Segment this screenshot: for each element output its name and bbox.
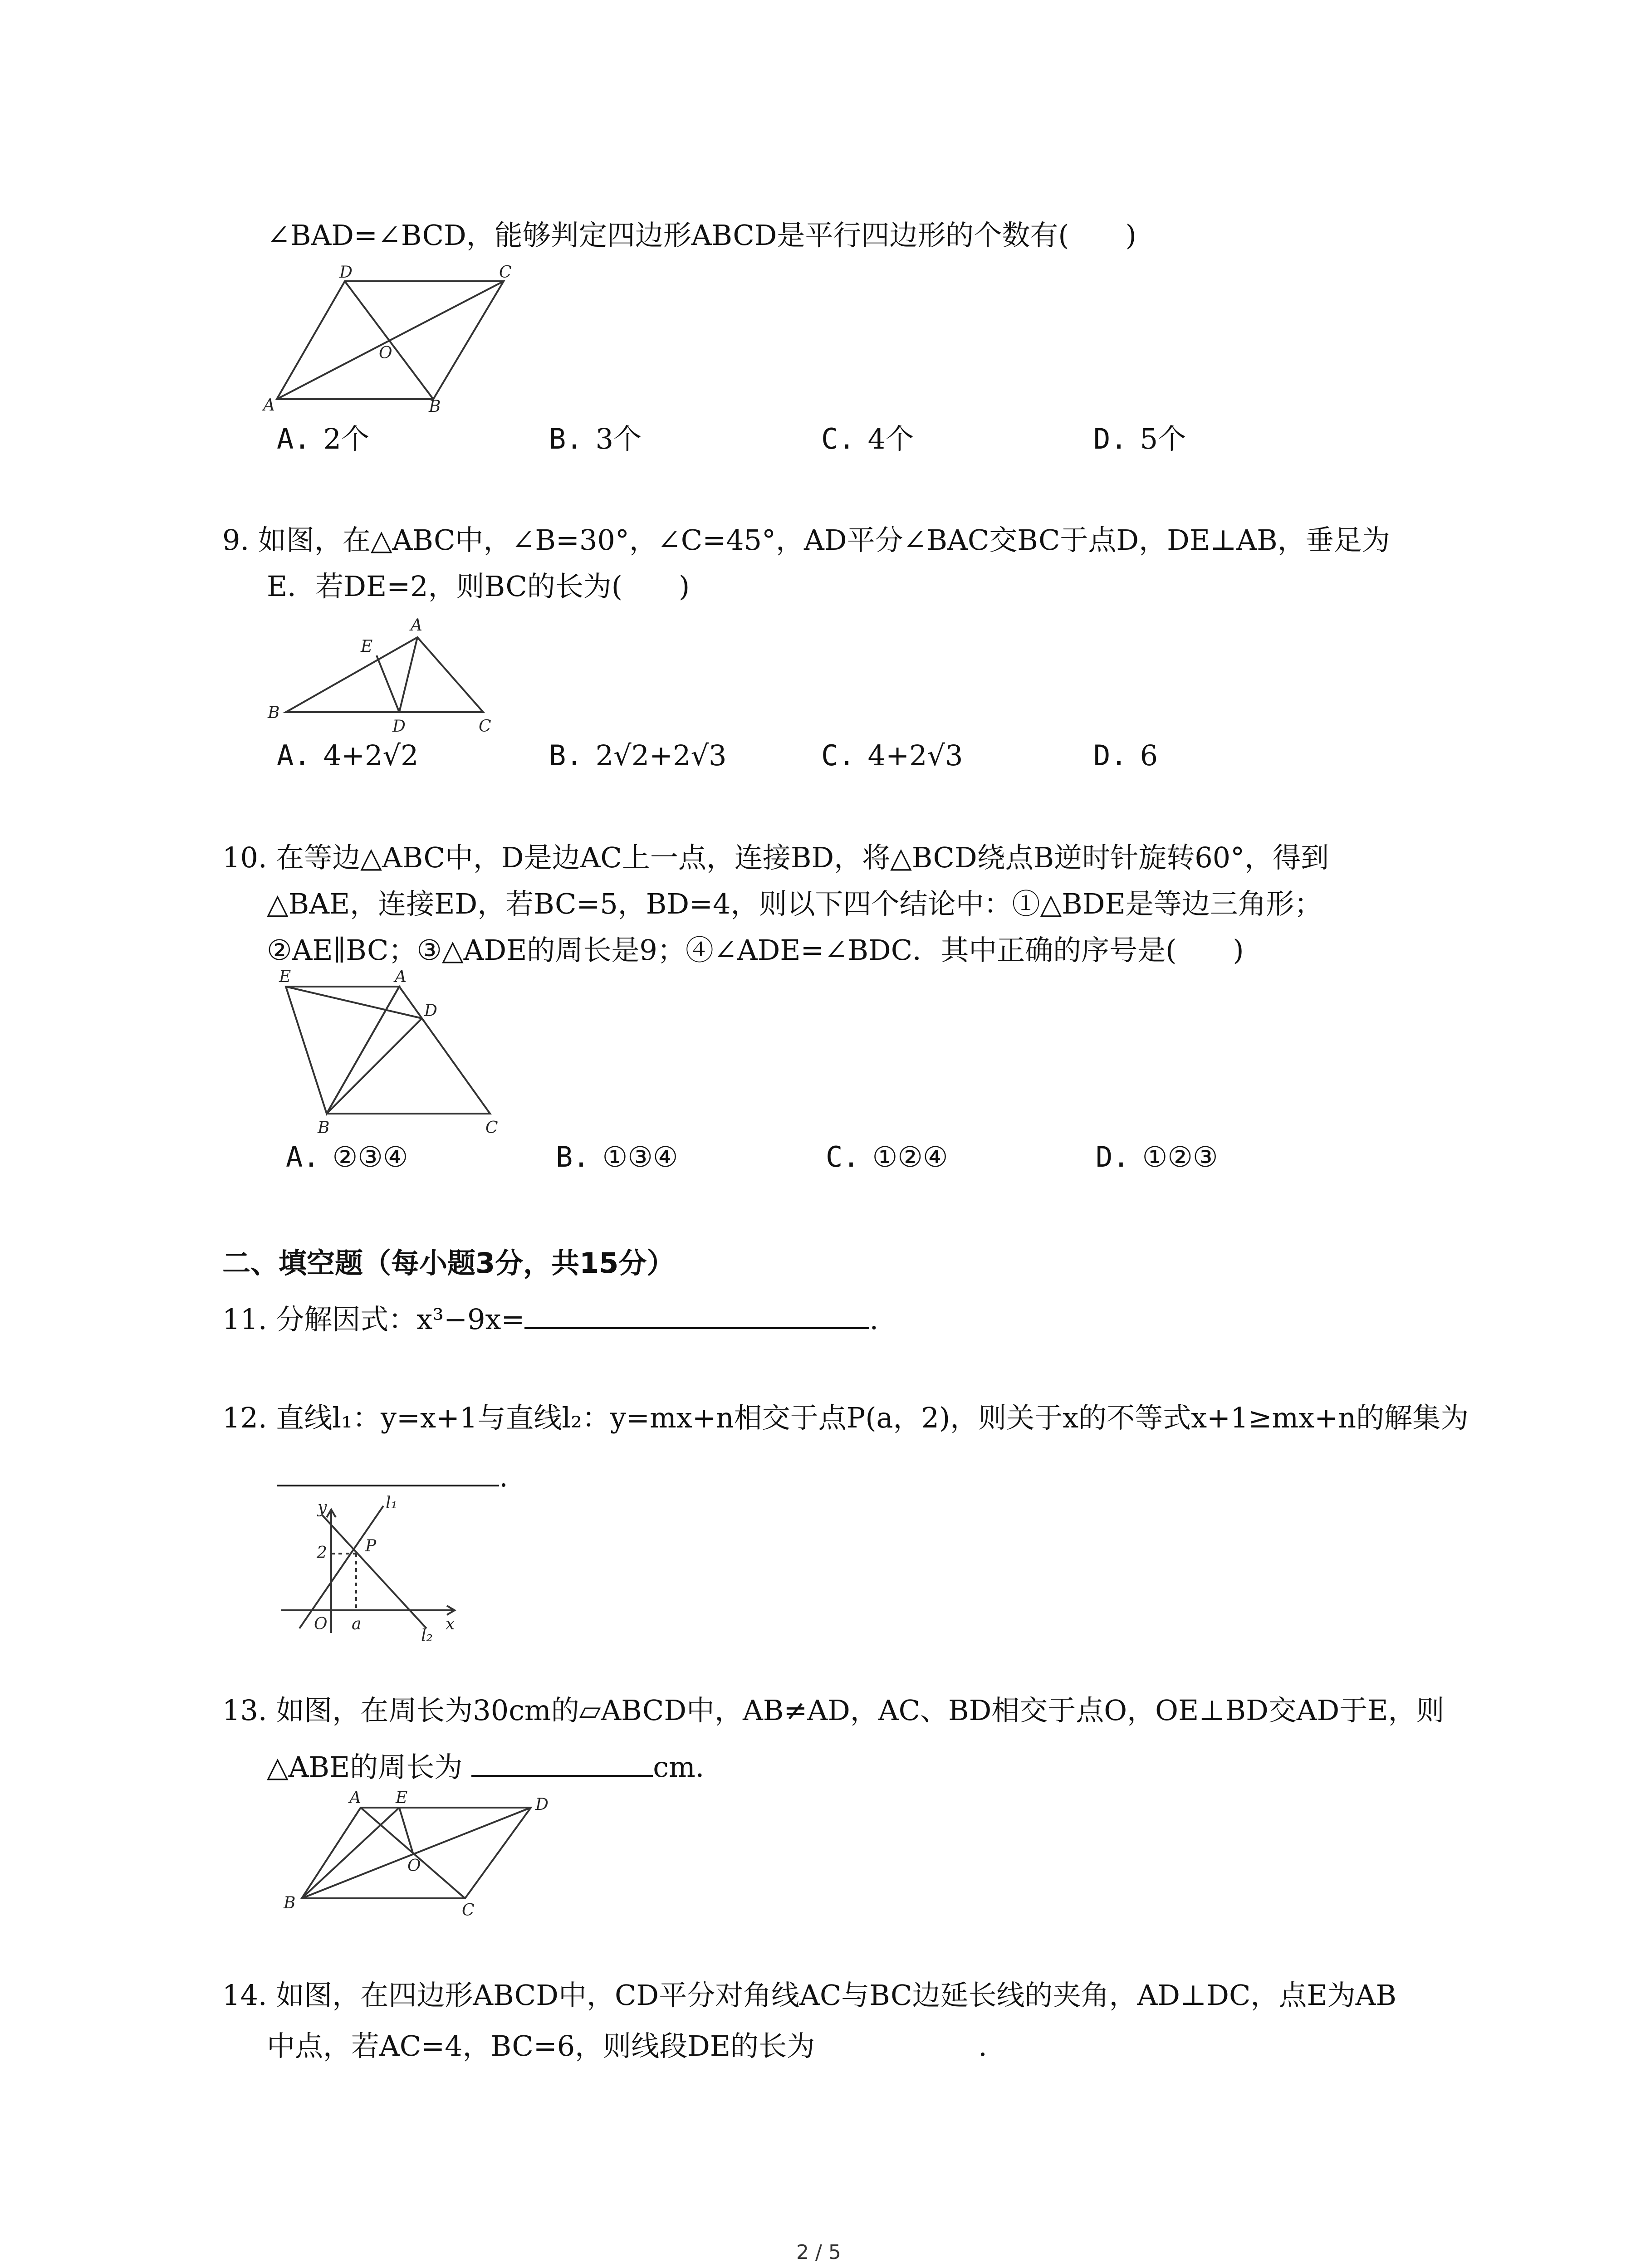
q13-diagonal-bd: [302, 1808, 531, 1898]
q8-text: ∠BAD=∠BCD，能够判定四边形ABCD是平行四边形的个数有( ): [267, 219, 1136, 252]
q8-option-b[interactable]: B. 3个: [549, 422, 642, 455]
q9-line-2: E．若DE=2，则BC的长为( ): [267, 570, 690, 603]
q9-option-a[interactable]: A. 4+2√2: [277, 739, 419, 772]
q10-label-e: E: [279, 968, 291, 986]
q9-option-d[interactable]: D. 6: [1093, 739, 1158, 772]
q9-line-1: 9. 如图，在△ABC中，∠B=30°，∠C=45°，AD平分∠BAC交BC于点D，DE⊥AB，垂足为: [222, 523, 1390, 557]
q10-label-a: A: [395, 968, 407, 986]
q9-label-b: B: [268, 704, 280, 722]
q10-triangle-bae: [286, 987, 399, 1114]
q13-line-2: △ABE的周长为 cm．: [267, 1749, 724, 1781]
q10-triangle-abc: [327, 987, 490, 1114]
q9-segment-de: [377, 655, 399, 712]
q12-label-a: a: [352, 1615, 362, 1633]
q9-segment-ad: [399, 637, 417, 712]
q12-label-y: y: [318, 1498, 327, 1517]
q10-option-d[interactable]: D. ①②③: [1096, 1140, 1218, 1173]
page-number: 2 / 5: [796, 2241, 841, 2264]
q13-label-b: B: [284, 1894, 296, 1912]
q12-label-l1: l₁: [386, 1494, 397, 1512]
q10-option-a[interactable]: A. ②③④: [286, 1140, 408, 1173]
q11-answer-blank[interactable]: [524, 1301, 869, 1329]
q12-label-x: x: [446, 1615, 455, 1633]
q8-option-a[interactable]: A. 2个: [277, 422, 370, 455]
q10-figure: [277, 968, 508, 1143]
q8-diagonal-bd: [345, 281, 433, 399]
q12-label-p: P: [365, 1537, 377, 1555]
q10-line-1: 10. 在等边△ABC中，D是边AC上一点，连接BD，将△BCD绕点B逆时针旋转60°，得到: [222, 841, 1329, 874]
q9-label-a: A: [411, 616, 422, 635]
q10-label-c: C: [485, 1119, 498, 1137]
q8-option-c[interactable]: C. 4个: [821, 422, 914, 455]
q10-option-b[interactable]: B. ①③④: [556, 1140, 678, 1173]
q13-line-1: 13. 如图，在周长为30cm的▱ABCD中，AB≠AD，AC、BD相交于点O，OE⊥BD交AD于E，则: [222, 1694, 1445, 1727]
q9-label-e: E: [361, 637, 373, 656]
section-heading: 二、填空题（每小题3分，共15分）: [222, 1246, 675, 1280]
q10-segment-ed: [286, 987, 422, 1018]
q14-line-1: 14. 如图，在四边形ABCD中，CD平分对角线AC与BC边延长线的夹角，AD⊥DC，点E为AB: [222, 1979, 1396, 2012]
q9-option-b[interactable]: B. 2√2+2√3: [549, 739, 727, 772]
q13-figure: [277, 1785, 567, 1920]
q13-answer-blank[interactable]: [471, 1749, 653, 1777]
q10-segment-bd: [327, 1018, 422, 1114]
q13-label-c: C: [462, 1901, 475, 1920]
q12-line-1: 12. 直线l₁：y=x+1与直线l₂：y=mx+n相交于点P(a，2)，则关于x的不等式x+1≥mx+n的解集为: [222, 1401, 1469, 1434]
q8-label-a: A: [263, 396, 275, 415]
q8-label-b: B: [429, 397, 441, 416]
q13-label-a: A: [349, 1789, 361, 1807]
q13-label-d: D: [535, 1795, 549, 1814]
q8-figure: [263, 263, 526, 417]
q9-label-c: C: [479, 717, 491, 736]
q12-line-2: .: [277, 1458, 508, 1491]
q12-answer-blank[interactable]: [277, 1458, 499, 1486]
q9-label-d: D: [392, 717, 406, 736]
q13-label-e: E: [396, 1789, 408, 1807]
q12-label-o: O: [314, 1615, 328, 1633]
q12-label-2: 2: [317, 1544, 327, 1562]
q8-label-c: C: [499, 263, 512, 282]
q8-label-d: D: [339, 263, 353, 282]
q12-label-l2: l₂: [421, 1627, 433, 1645]
q13-label-o: O: [407, 1857, 421, 1875]
q10-option-c[interactable]: C. ①②④: [826, 1140, 948, 1173]
q14-answer-blank[interactable]: [815, 2028, 978, 2056]
q10-label-d: D: [424, 1002, 437, 1020]
q14-line-2: 中点，若AC=4，BC=6，则线段DE的长为 .: [267, 2028, 987, 2060]
q8-option-d[interactable]: D. 5个: [1093, 422, 1186, 455]
q11-text: 11. 分解因式：x³−9x= .: [222, 1301, 878, 1334]
q9-option-c[interactable]: C. 4+2√3: [821, 739, 963, 772]
q9-figure: [268, 615, 508, 737]
q8-label-o: O: [379, 344, 392, 362]
q13-segment-be: [302, 1808, 399, 1898]
q12-figure: [277, 1494, 467, 1645]
q10-label-b: B: [318, 1119, 330, 1137]
q10-line-3: ②AE∥BC；③△ADE的周长是9；④∠ADE=∠BDC．其中正确的序号是( ): [267, 934, 1244, 967]
q10-line-2: △BAE，连接ED，若BC=5，BD=4，则以下四个结论中：①△BDE是等边三角形；: [267, 887, 1323, 920]
